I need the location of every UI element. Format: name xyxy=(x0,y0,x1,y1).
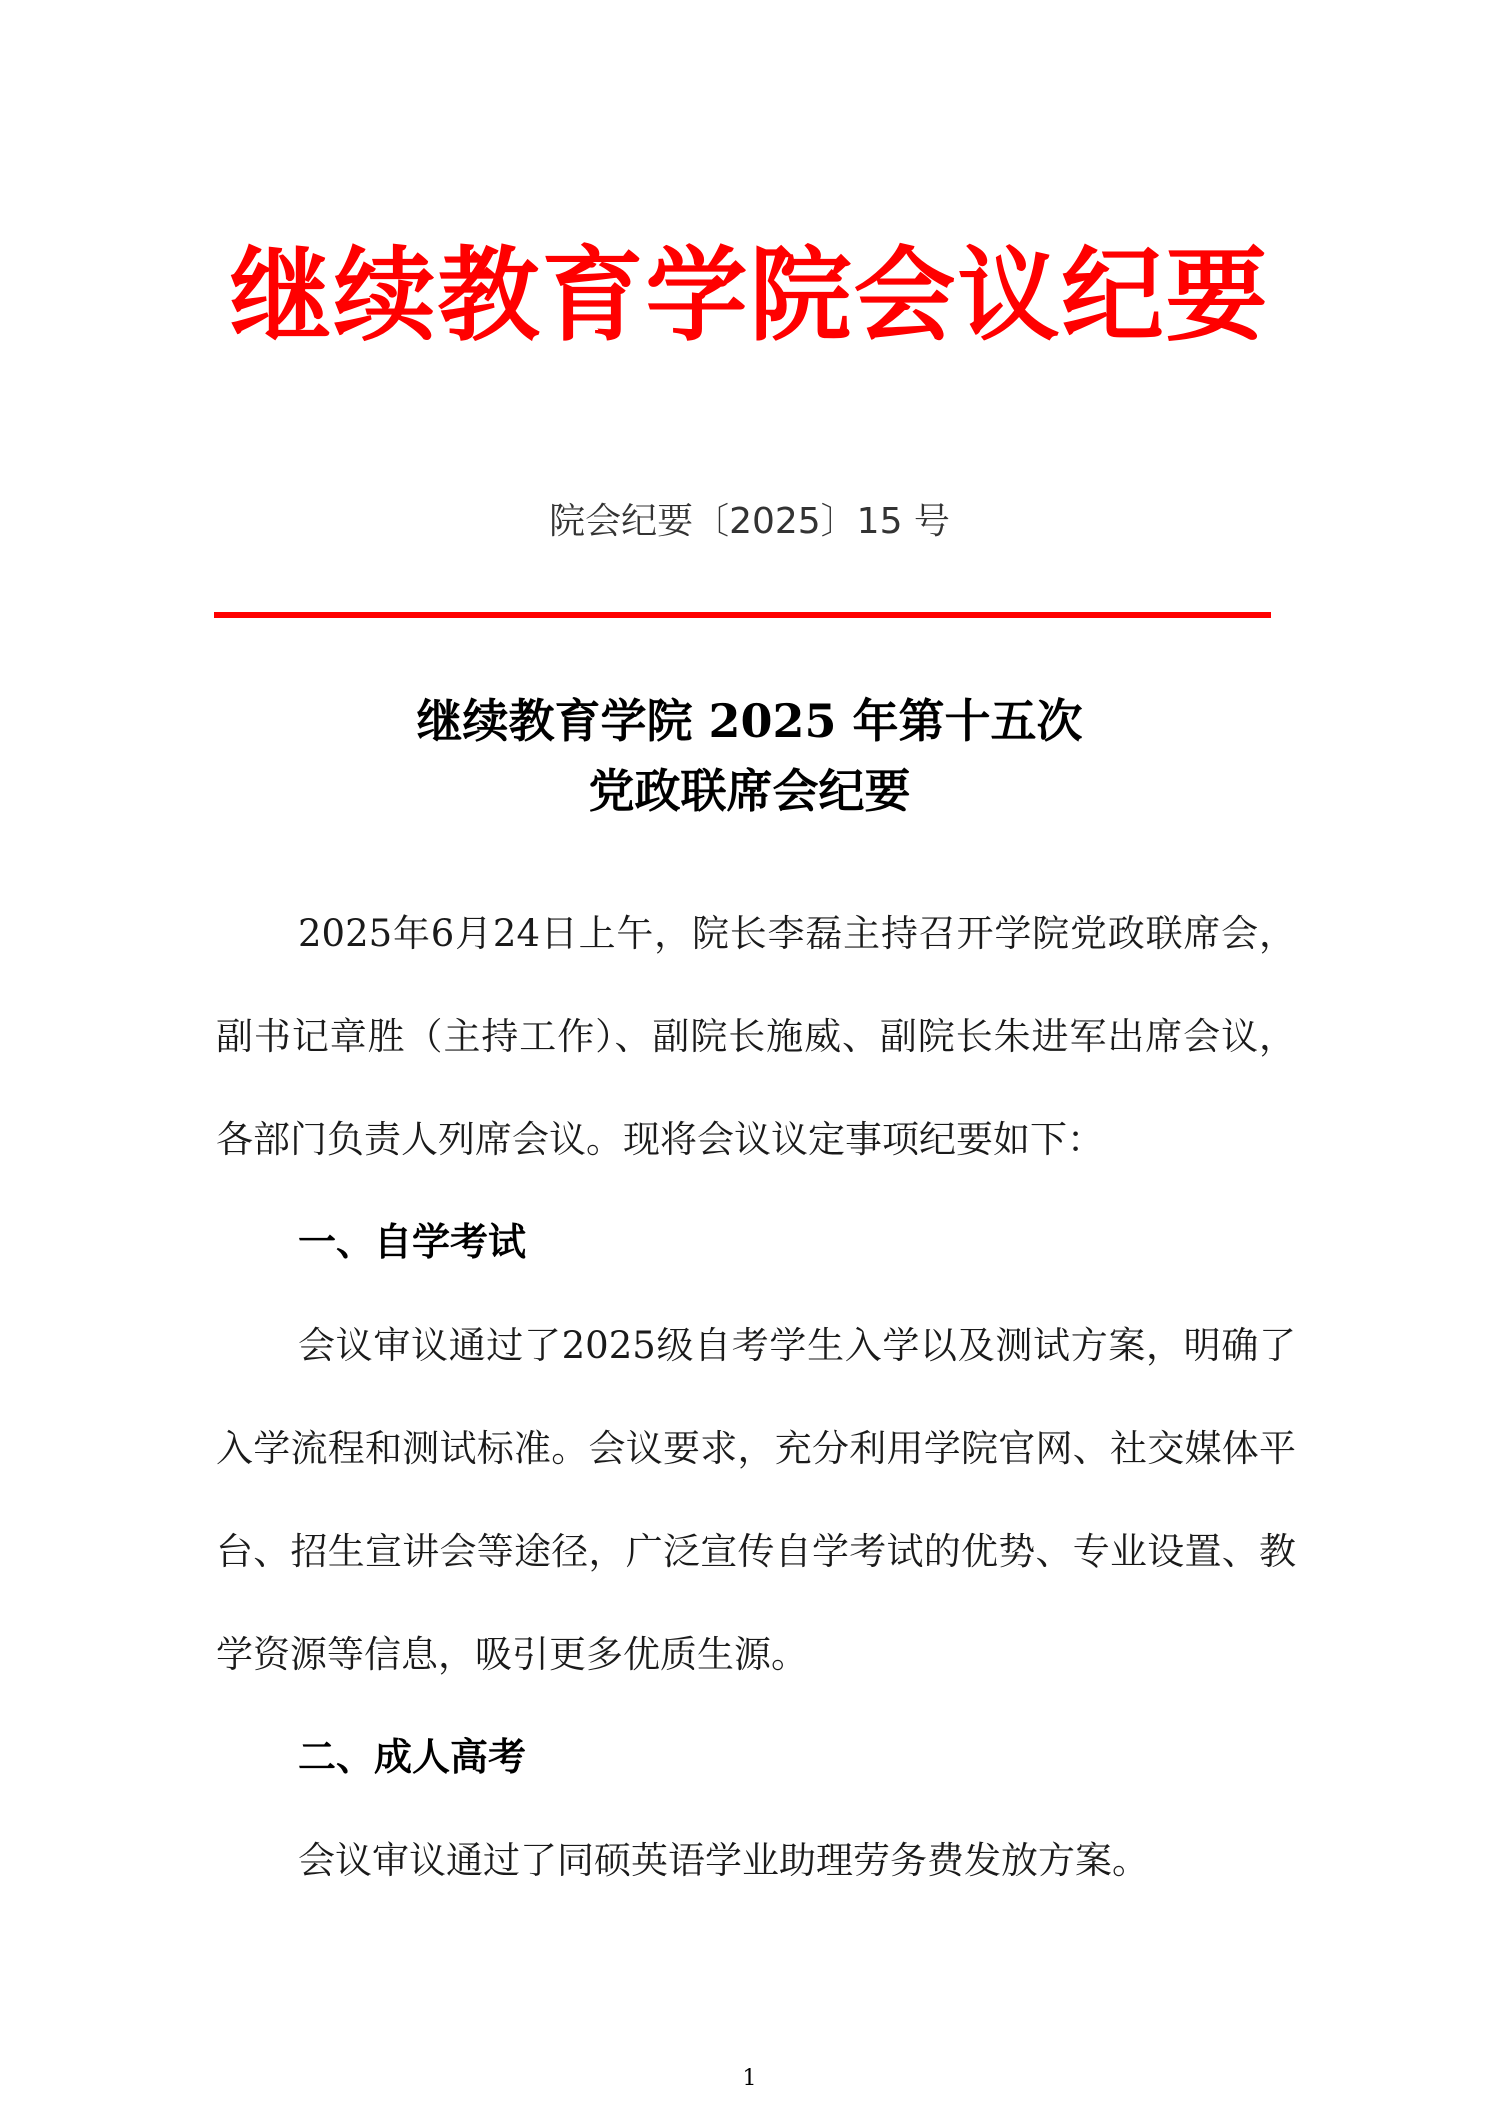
title-line-2: 党政联席会纪要 xyxy=(588,764,911,818)
intro-paragraph: 2025年6月24日上午，院长李磊主持召开学院党政联席会，副书记章胜（主持工作）、副院长施威、副院长朱进军出席会议，各部门负责人列席会议。现将会议议定事项纪要如下： xyxy=(216,912,1296,1161)
section-paragraph-self-study-exam: 会议审议通过了2025级自考学生入学以及测试方案，明确了入学流程和测试标准。会议要求，充分利用学院官网、社交媒体平台、招生宣讲会等途径，广泛宣传自学考试的优势、专业设置、教学资源等信息，吸引更多优质生源。 xyxy=(216,1324,1296,1676)
document-title xyxy=(0,686,1499,826)
section-heading-adult-college-exam: 二、成人高考 xyxy=(298,1735,527,1779)
section-paragraph-adult-college-exam: 会议审议通过了同硕英语学业助理劳务费发放方案。 xyxy=(298,1839,1149,1882)
red-divider-line xyxy=(214,612,1271,618)
page-number: 1 xyxy=(742,2066,757,2091)
section-heading-self-study-exam: 一、自学考试 xyxy=(298,1220,527,1264)
title-line-1: 继续教育学院 2025 年第十五次 xyxy=(416,694,1083,748)
document-number: 院会纪要〔2025〕15 号 xyxy=(549,501,950,542)
document-body xyxy=(216,882,1296,1912)
masthead-title: 继续教育学院会议纪要 xyxy=(229,237,1270,356)
